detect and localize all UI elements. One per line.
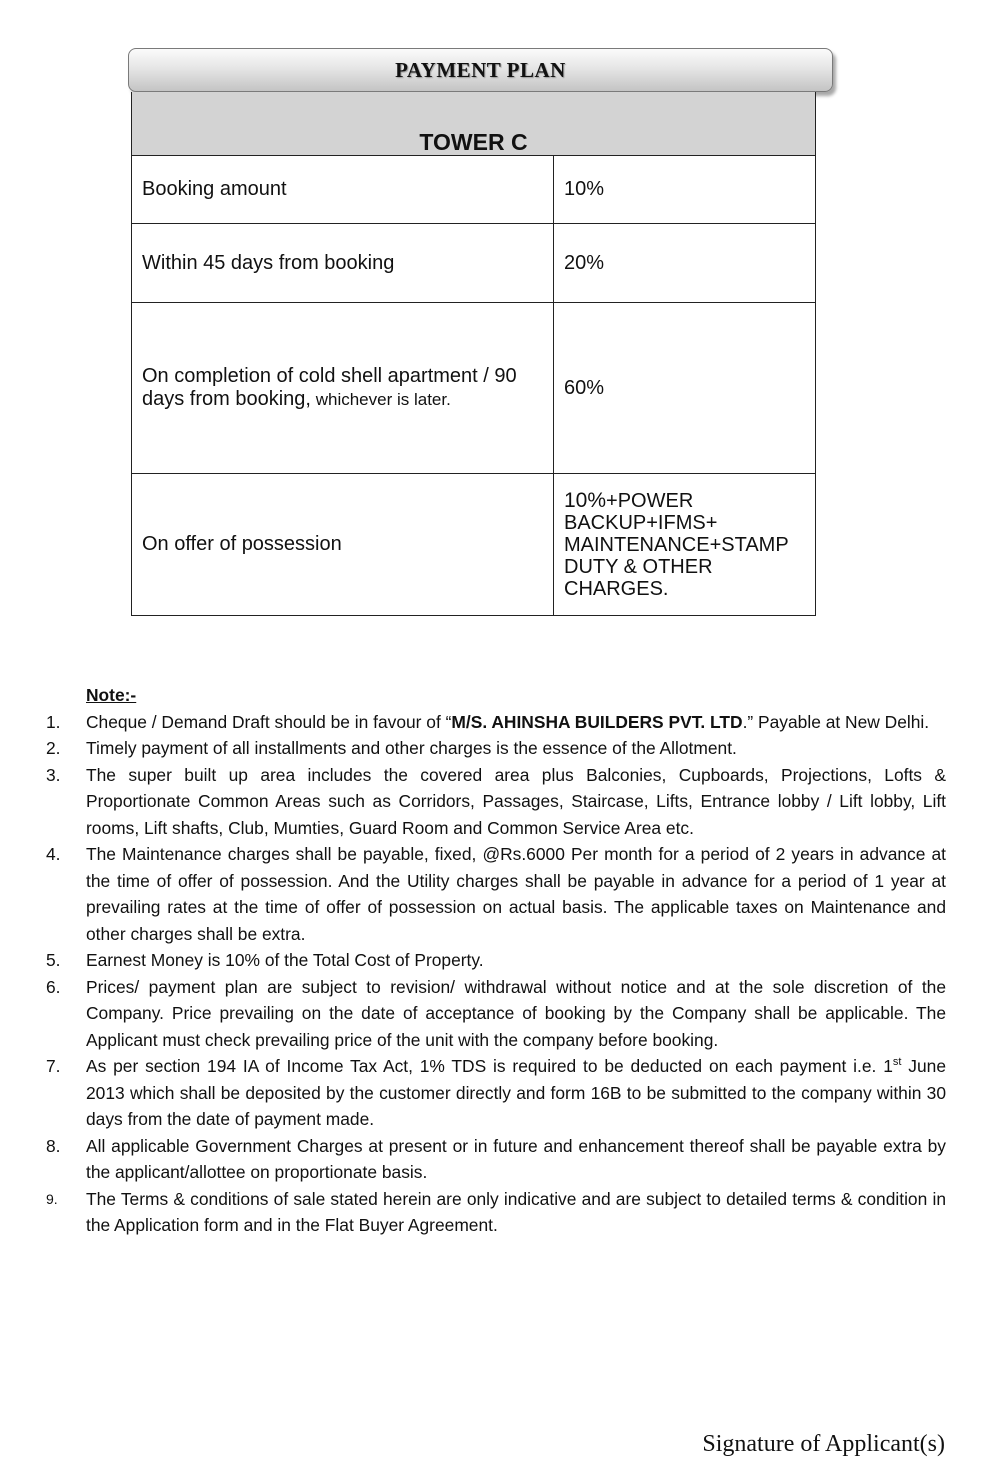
- table-row: [132, 474, 816, 616]
- amount-cell: [554, 156, 816, 224]
- note-number: 8.: [46, 1135, 61, 1156]
- note-item: [46, 709, 946, 736]
- payment-plan-table: [131, 92, 816, 616]
- note-item: [46, 841, 946, 947]
- note-text: Earnest Money is 10% of the Total Cost of Property.: [86, 950, 484, 970]
- notes-section: [46, 682, 946, 1239]
- note-text: The Terms & conditions of sale stated herein are only indicative and are subject to detailed terms & condition in the Application form and in the Flat Buyer Agreement.: [86, 1188, 946, 1235]
- stage-text: On completion of cold shell apartment / 90 days from booking,: [142, 365, 517, 410]
- ordinal-suffix: st: [892, 1056, 902, 1069]
- note-company-name: M/S. AHINSHA BUILDERS PVT. LTD: [451, 711, 743, 732]
- amount-text: 60%: [564, 376, 605, 399]
- note-text: Prices/ payment plan are subject to revision/ withdrawal without notice and at the sole discretion of the Company. Price prevailing on the date of acceptance of booking by the Company shall be applicable. The Applicant must check prevailing price of the unit with the company before booking.: [86, 976, 946, 1050]
- note-number: 6.: [46, 976, 61, 997]
- tower-header-row: [132, 92, 816, 156]
- note-number: 2.: [46, 738, 61, 758]
- table-row: [132, 303, 816, 474]
- note-text: All applicable Government Charges at present or in future and enhancement thereof shall be payable extra by the applicant/allottee on proportionate basis.: [86, 1135, 946, 1182]
- page-title: PAYMENT PLAN: [395, 57, 566, 82]
- table-row: [132, 156, 816, 224]
- amount-cell: [554, 474, 816, 616]
- stage-cell: [132, 224, 554, 303]
- stage-text: Within 45 days from booking: [142, 251, 395, 274]
- note-item: [46, 762, 946, 842]
- notes-heading: Note:-: [86, 685, 137, 705]
- note-text: The super built up area includes the covered area plus Balconies, Cupboards, Projections, Lofts & Proportionate Common Areas such as Corridors, Passages, Staircase, Lifts, Entrance lobby / Lift lobby, Lift rooms, Lift shafts, Club, Mumties, Guard Room and Common Service Area etc.: [86, 764, 946, 838]
- note-text-part: Cheque / Demand Draft should be in favour of “: [86, 711, 452, 732]
- note-item: [46, 974, 946, 1054]
- stage-text: On offer of possession: [142, 533, 342, 555]
- stage-cell: [132, 474, 554, 616]
- note-number: 4.: [46, 844, 61, 864]
- note-text: [86, 709, 946, 736]
- note-number: 5.: [46, 950, 61, 970]
- payment-plan-banner: [128, 48, 833, 92]
- note-item: [46, 735, 946, 762]
- stage-cell: [132, 156, 554, 224]
- amount-text: 10%: [564, 178, 605, 200]
- note-item: [46, 1133, 946, 1186]
- note-text: The Maintenance charges shall be payable, fixed, @Rs.6000 Per month for a period of 2 years in advance at the time of offer of possession. And the Utility charges shall be payable in advance for a period of 1 year at prevailing rates at the time of offer of possession on actual basis. The applicable taxes on Maintenance and other charges shall be extra.: [86, 844, 946, 944]
- note-number: 3.: [46, 764, 61, 785]
- note-text: [86, 1053, 946, 1133]
- note-text-part: .” Payable at New Delhi.: [742, 711, 930, 732]
- stage-suffix: whichever is later.: [310, 390, 451, 409]
- note-item: [46, 1186, 946, 1239]
- tower-header-cell: [132, 92, 816, 156]
- amount-text: 10%: [564, 488, 607, 512]
- note-number: 9.: [46, 1190, 58, 1207]
- tower-label: TOWER C: [419, 129, 528, 155]
- note-item: [46, 947, 946, 974]
- stage-text: Booking amount: [142, 178, 287, 200]
- amount-text: 20%: [564, 251, 605, 274]
- note-text: Timely payment of all installments and other charges is the essence of the Allotment.: [86, 738, 737, 758]
- amount-cell: [554, 303, 816, 474]
- note-item: [46, 1053, 946, 1133]
- stage-cell: [132, 303, 554, 474]
- amount-cell: [554, 224, 816, 303]
- note-number: 1.: [46, 711, 61, 732]
- signature-label: Signature of Applicant(s): [702, 1431, 945, 1457]
- note-number: 7.: [46, 1056, 61, 1076]
- amount-suffix: +POWER BACKUP+IFMS+ MAINTENANCE+STAMP DUTY & OTHER CHARGES.: [564, 489, 789, 600]
- note-text-part: June 2013 which shall be deposited by the customer directly and form 16B to be submitted to the company within 30 days from the date of payment made.: [86, 1056, 946, 1129]
- note-text-part: As per section 194 IA of Income Tax Act, 1% TDS is required to be deducted on each payment i.e. 1: [86, 1056, 893, 1076]
- table-row: [132, 224, 816, 303]
